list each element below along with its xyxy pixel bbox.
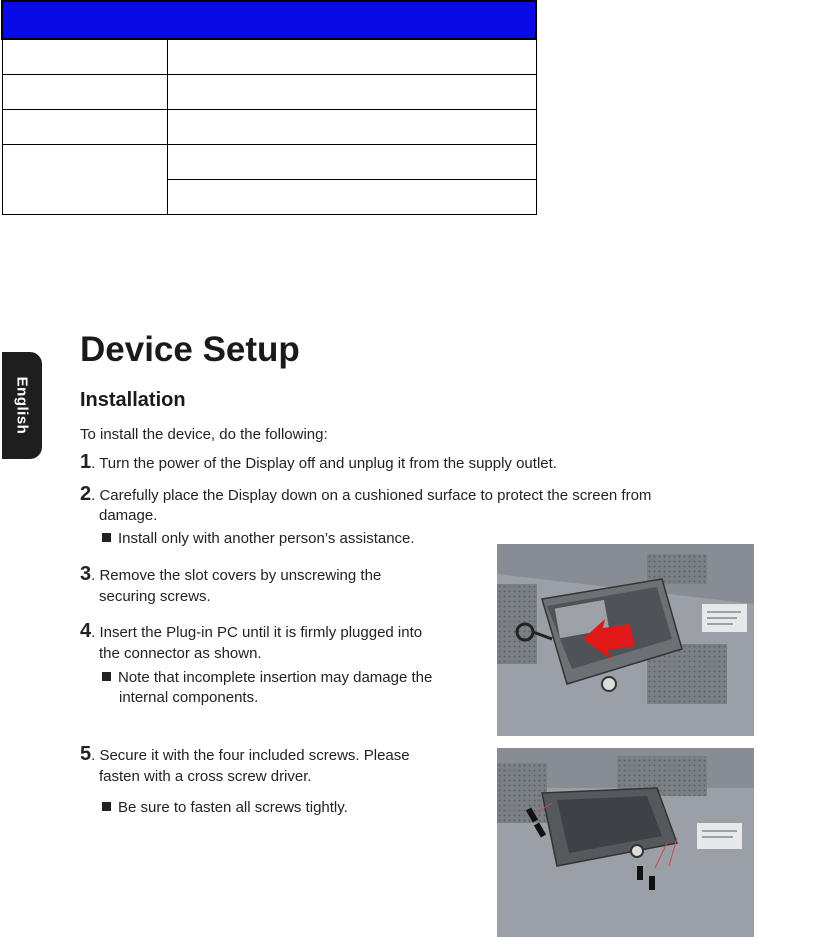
table-header-row (2, 1, 536, 39)
table-row (2, 75, 536, 110)
step-5 (80, 745, 410, 765)
step-text: . Turn the power of the Display off and unplug it from the supply outlet. (91, 455, 557, 472)
insertion-photo (497, 544, 754, 736)
intro-text: To install the device, do the following: (80, 426, 328, 443)
step-5-note: Be sure to fasten all screws tightly. (102, 798, 348, 817)
step-4 (80, 622, 422, 642)
step-3 (80, 565, 381, 585)
table-row (2, 110, 536, 145)
step-number: 5 (80, 743, 92, 765)
table-row (2, 145, 536, 180)
step-2-note: Install only with another person’s assistance. (102, 529, 415, 548)
step-text: . Remove the slot covers by unscrewing the (91, 567, 382, 584)
step-text: . Carefully place the Display down on a cushioned surface to protect the screen from (91, 487, 652, 504)
section-title: Installation (80, 389, 186, 411)
step-4-note-continued: internal components. (119, 689, 259, 706)
step-number: 2 (80, 483, 92, 505)
table-row (2, 39, 536, 75)
step-number: 4 (80, 620, 92, 642)
step-2-continued: damage. (99, 507, 158, 524)
step-number: 3 (80, 563, 92, 585)
step-4-note: Note that incomplete insertion may damage the (102, 668, 432, 687)
step-1 (80, 453, 557, 473)
language-tab (2, 352, 42, 459)
step-number: 1 (80, 451, 92, 473)
screws-photo (497, 748, 754, 937)
step-2 (80, 485, 651, 505)
step-4-continued: the connector as shown. (99, 645, 262, 662)
step-text: . Secure it with the four included screws. Please (91, 747, 410, 764)
step-text: . Insert the Plug-in PC until it is firmly plugged into (91, 624, 423, 641)
language-tab-label: English (13, 376, 31, 435)
page-title: Device Setup (80, 330, 300, 369)
spec-table (1, 0, 537, 215)
step-3-continued: securing screws. (99, 588, 211, 605)
step-5-continued: fasten with a cross screw driver. (99, 768, 312, 785)
